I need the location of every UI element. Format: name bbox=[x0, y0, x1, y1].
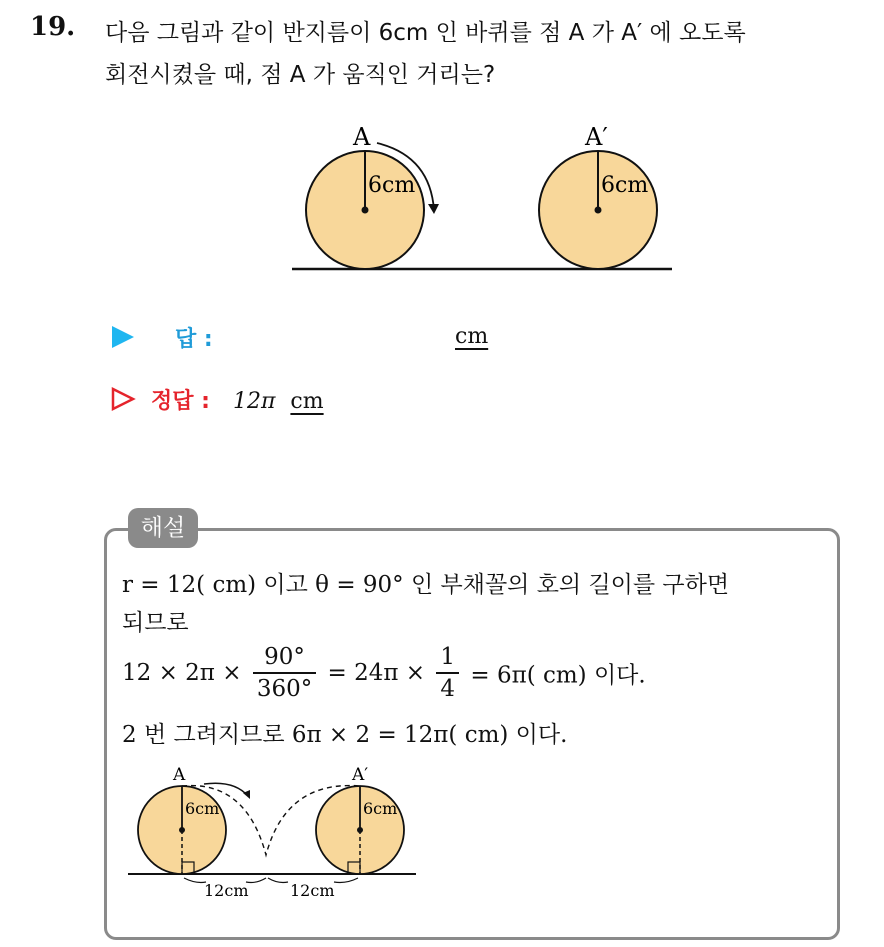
equation-suffix: = 6π( cm) 이다. bbox=[470, 662, 646, 689]
segment-label-2: 12cm bbox=[290, 881, 335, 900]
center-right bbox=[595, 207, 602, 214]
answer-unit: cm bbox=[455, 324, 489, 349]
rotation-arrowhead bbox=[428, 204, 439, 214]
explanation-line2: 되므로 bbox=[122, 610, 189, 636]
fraction-1-4 bbox=[436, 642, 459, 704]
play-triangle-icon bbox=[110, 324, 136, 350]
point-a-label: A bbox=[353, 123, 371, 151]
question-number: 19. bbox=[30, 12, 76, 42]
radius-label-left: 6cm bbox=[368, 173, 416, 198]
question-text-line2: 회전시켰을 때, 점 A 가 움직인 거리는? bbox=[105, 62, 496, 88]
point-a-label: A bbox=[173, 765, 186, 785]
question-text-line1: 다음 그림과 같이 반지름이 6cm 인 바퀴를 점 A 가 A′ 에 오도록 bbox=[105, 20, 746, 46]
center-left bbox=[362, 207, 369, 214]
explanation-line4: 2 번 그려지므로 6π × 2 = 12π( cm) 이다. bbox=[122, 722, 568, 748]
rolling-diagram bbox=[126, 760, 416, 904]
point-a-prime-label: A′ bbox=[352, 765, 369, 785]
explanation-equation bbox=[122, 642, 646, 704]
point-a-prime-label: A′ bbox=[585, 123, 608, 151]
correct-answer-row bbox=[110, 384, 324, 415]
fraction-numerator: 90° bbox=[253, 642, 316, 674]
explanation-line1: r = 12( cm) 이고 θ = 90° 인 부채꼴의 호의 길이를 구하면 bbox=[122, 572, 730, 598]
answer-row bbox=[110, 322, 213, 353]
fraction-denominator: 360° bbox=[256, 676, 313, 702]
fraction-90-360 bbox=[253, 642, 316, 704]
radius-label-right: 6cm bbox=[363, 799, 398, 818]
center-right bbox=[357, 827, 363, 833]
fraction-numerator: 1 bbox=[436, 642, 459, 674]
correct-answer-value: 12π bbox=[232, 389, 276, 414]
equation-middle: = 24π × bbox=[327, 660, 426, 686]
radius-label-right: 6cm bbox=[601, 173, 649, 198]
correct-answer-label: 정답 : bbox=[151, 389, 210, 414]
correct-answer-unit: cm bbox=[290, 389, 324, 414]
explanation-tag: 해설 bbox=[128, 508, 198, 548]
outline-triangle-icon bbox=[110, 386, 136, 412]
center-left bbox=[179, 827, 185, 833]
segment-label-1: 12cm bbox=[204, 881, 249, 900]
fraction-denominator: 4 bbox=[440, 676, 456, 702]
wheel-figure bbox=[280, 118, 680, 278]
equation-prefix: 12 × 2π × bbox=[122, 660, 242, 686]
answer-label: 답 : bbox=[175, 327, 213, 352]
radius-label-left: 6cm bbox=[185, 799, 220, 818]
